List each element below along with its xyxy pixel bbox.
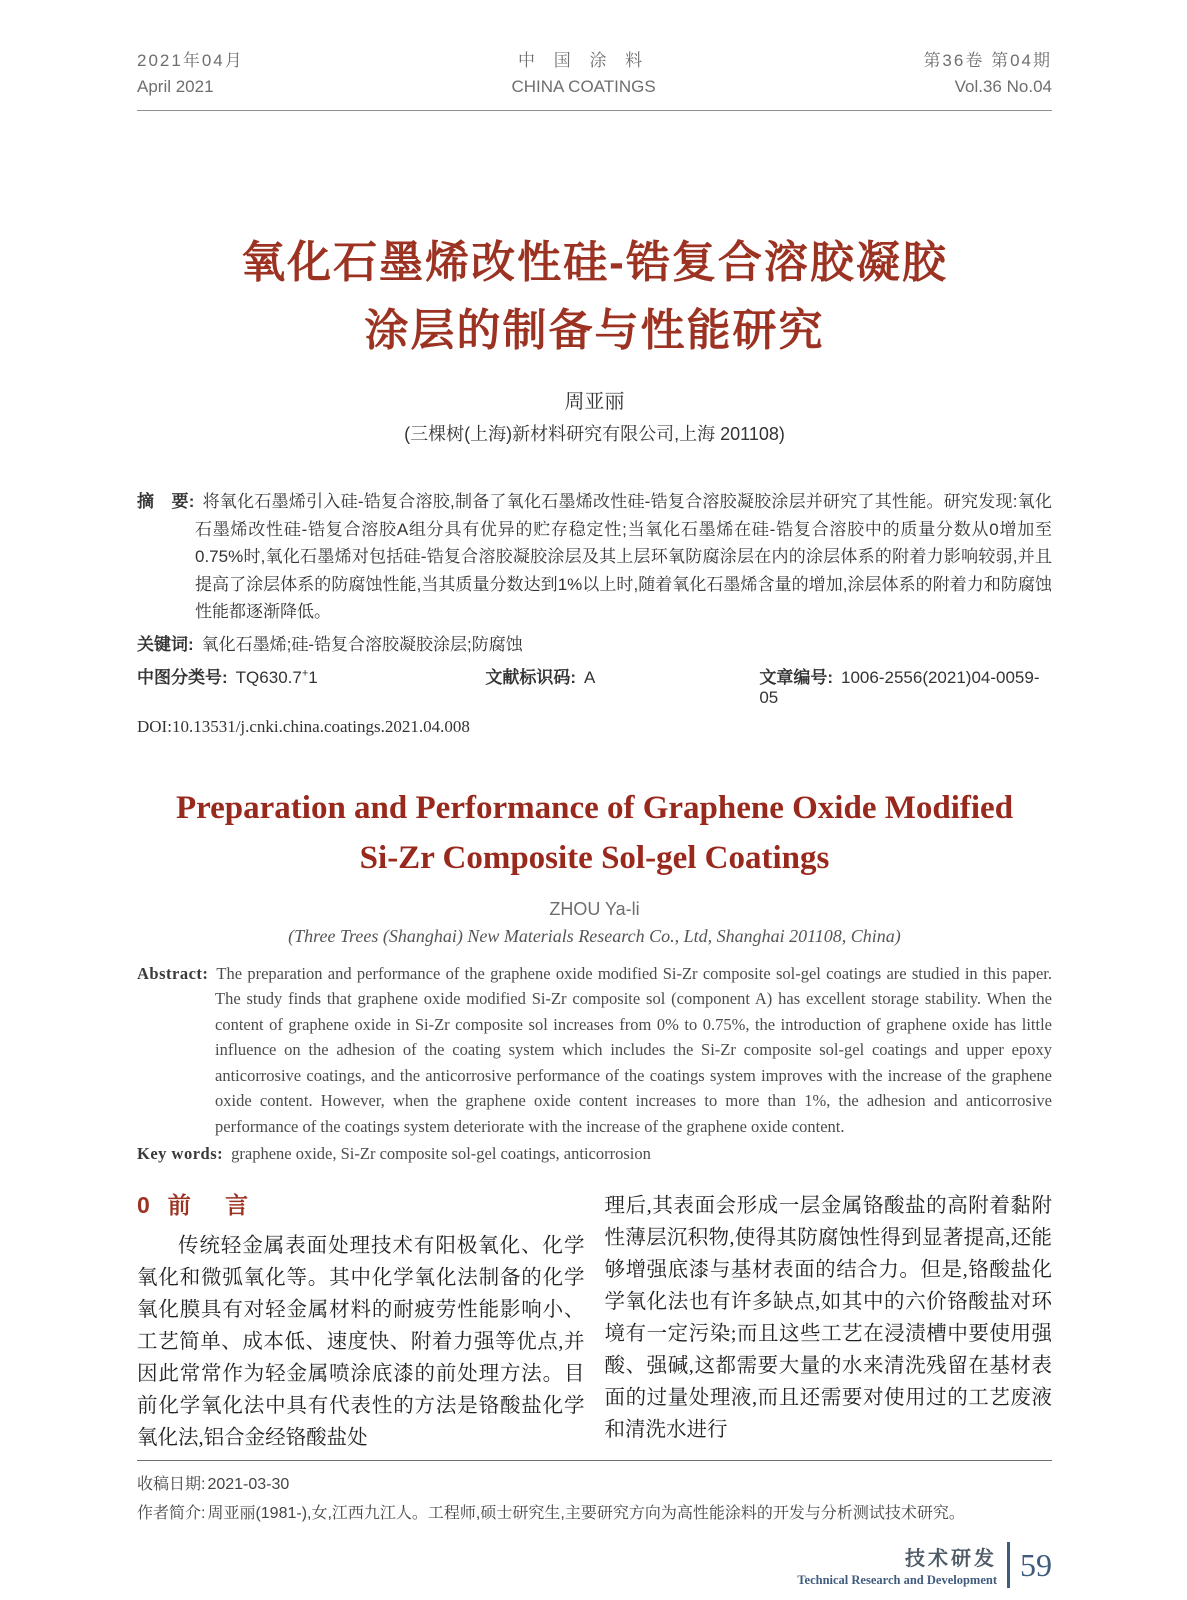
affiliation-en: (Three Trees (Shanghai) New Materials Research Co., Ltd, Shanghai 201108, China): [288, 925, 901, 946]
received-date-value: 2021-03-30: [207, 1476, 290, 1493]
page-tag: [137, 1542, 1052, 1588]
article-title-zh-line1: 氧化石墨烯改性硅-锆复合溶胶凝胶: [241, 238, 948, 287]
clc-label: 中图分类号:: [137, 667, 228, 687]
header-journal-name: [511, 48, 655, 100]
journal-name-zh: 中 国 涂 料: [518, 51, 650, 70]
keywords-en-label: Key words:: [137, 1144, 224, 1163]
section-heading: [137, 1190, 585, 1220]
affiliation-zh: (三棵树(上海)新材料研究有限公司,上海 201108): [404, 424, 785, 444]
article-title-en-line2: Si-Zr Composite Sol-gel Coatings: [359, 839, 830, 876]
section-title: 前 言: [167, 1192, 263, 1218]
header-date-en: April 2021: [137, 77, 214, 96]
author-name-zh: 周亚丽: [564, 391, 625, 413]
header-issue-date: [137, 48, 244, 100]
abstract-en-label: Abstract:: [137, 963, 209, 983]
abstract-zh-text: 将氧化石墨烯引入硅-锆复合溶胶,制备了氧化石墨烯改性硅-锆复合溶胶凝胶涂层并研究了其性能。研究发现:氧化石墨烯改性硅-锆复合溶胶A组分具有优异的贮存稳定性;当氧化石墨烯在硅-锆复合溶胶中的质量分数从0增加至0.75%时,氧化石墨烯对包括硅-锆复合溶胶凝胶涂层及其上层环氧防腐涂层在内的涂层体系的附着力影响较弱,并且提高了涂层体系的防腐蚀性能,当其质量分数达到1%以上时,随着氧化石墨烯含量的增加,涂层体系的附着力和防腐蚀性能都逐渐降低。: [195, 492, 1052, 621]
author-name-en: ZHOU Ya-li: [549, 898, 640, 919]
abstract-zh: [137, 488, 1052, 626]
article-title-zh-line2: 涂层的制备与性能研究: [364, 306, 825, 355]
clc-number: [137, 663, 485, 708]
journal-name-en: CHINA COATINGS: [511, 77, 656, 96]
keywords-en-text: graphene oxide, Si-Zr composite sol-gel coatings, anticorrosion: [231, 1144, 651, 1163]
article-title-zh: [137, 229, 1052, 365]
body-paragraph-left: 传统轻金属表面处理技术有阳极氧化、化学氧化和微弧氧化等。其中化学氧化法制备的化学氧化膜具有对轻金属材料的耐疲劳性能影响小、工艺简单、成本低、速度快、附着力强等优点,并因此常常作为轻金属喷涂底漆的前处理方法。目前化学氧化法中具有代表性的方法是铬酸盐化学氧化法,铝合金经铬酸盐处: [137, 1235, 585, 1449]
clc-value: TQ630.7: [235, 667, 302, 687]
document-code: [485, 663, 759, 708]
section-number: 0: [137, 1192, 150, 1218]
article-id: [759, 663, 1052, 708]
column-section-en: Technical Research and Development: [797, 1573, 997, 1587]
keywords-zh-label: 关键词:: [137, 634, 194, 654]
body-paragraph-right: 理后,其表面会形成一层金属铬酸盐的高附着黏附性薄层沉积物,使得其防腐蚀性得到显著提高,还能够增强底漆与基材表面的结合力。但是,铬酸盐化学氧化法也有许多缺点,如其中的六价铬酸盐对环境有一定污染;而且这些工艺在浸渍槽中要使用强酸、强碱,这都需要大量的水来清洗残留在基材表面的过量处理液,而且还需要对使用过的工艺废液和清洗水进行: [604, 1195, 1052, 1441]
document-code-label: 文献标识码:: [485, 667, 577, 687]
article-title-en-line1: Preparation and Performance of Graphene Oxide Modified: [175, 789, 1014, 826]
journal-header: [137, 48, 1052, 111]
article-meta-row: [137, 663, 1052, 708]
clc-tail: 1: [308, 667, 318, 687]
article-id-label: 文章编号:: [759, 667, 834, 687]
article-id-value: 1006-2556(2021)04-0059-05: [759, 667, 1040, 707]
body-column-right: [605, 1190, 1053, 1454]
page-tag-labels: [797, 1542, 997, 1588]
header-date-zh: 2021年04月: [137, 51, 244, 70]
keywords-zh: [137, 630, 1052, 655]
doi: DOI:10.13531/j.cnki.china.coatings.2021.04.008: [137, 716, 470, 736]
keywords-en: [137, 1144, 1052, 1164]
abstract-en-text: The preparation and performance of the graphene oxide modified Si-Zr composite sol-gel coatings are studied in this paper. The study finds that graphene oxide modified Si-Zr composite sol (component A) has excellent storage stability. When the content of graphene oxide in Si-Zr composite sol increases from 0% to 0.75%, the introduction of graphene oxide has little influence on the adhesion of the coating system which includes the Si-Zr composite sol-gel coatings and upper epoxy anticorrosive coatings, and the anticorrosive performance of the coatings system improves with the increase of the graphene oxide content. However, when the graphene oxide content increases to more than 1%, the adhesion and anticorrosive performance of the coatings system deteriorate with the increase of the graphene oxide content.: [215, 963, 1052, 1136]
keywords-zh-text: 氧化石墨烯;硅-锆复合溶胶凝胶涂层;防腐蚀: [201, 634, 523, 654]
abstract-en: [137, 961, 1052, 1140]
body-column-left: [137, 1190, 585, 1454]
author-bio-label: 作者简介:: [137, 1505, 206, 1522]
body-columns: [137, 1190, 1052, 1454]
author-bio-line: [137, 1499, 1052, 1528]
page-number: 59: [1020, 1546, 1052, 1583]
abstract-zh-label: 摘 要:: [137, 492, 195, 511]
received-date-line: [137, 1470, 1052, 1499]
document-code-value: A: [584, 667, 596, 687]
header-volume-en: Vol.36 No.04: [954, 77, 1052, 96]
author-bio-value: 周亚丽(1981-),女,江西九江人。工程师,硕士研究生,主要研究方向为高性能涂料的开发与分析测试技术研究。: [207, 1505, 965, 1522]
header-volume-zh: 第36卷 第04期: [923, 51, 1052, 70]
column-section-zh: 技术研发: [905, 1548, 997, 1570]
header-volume-info: [923, 48, 1052, 100]
clc-superscript: +: [301, 666, 309, 679]
divider-bar: [1007, 1542, 1010, 1588]
received-date-label: 收稿日期:: [137, 1476, 206, 1493]
article-title-en: [137, 783, 1052, 883]
footnote-block: [137, 1460, 1052, 1528]
